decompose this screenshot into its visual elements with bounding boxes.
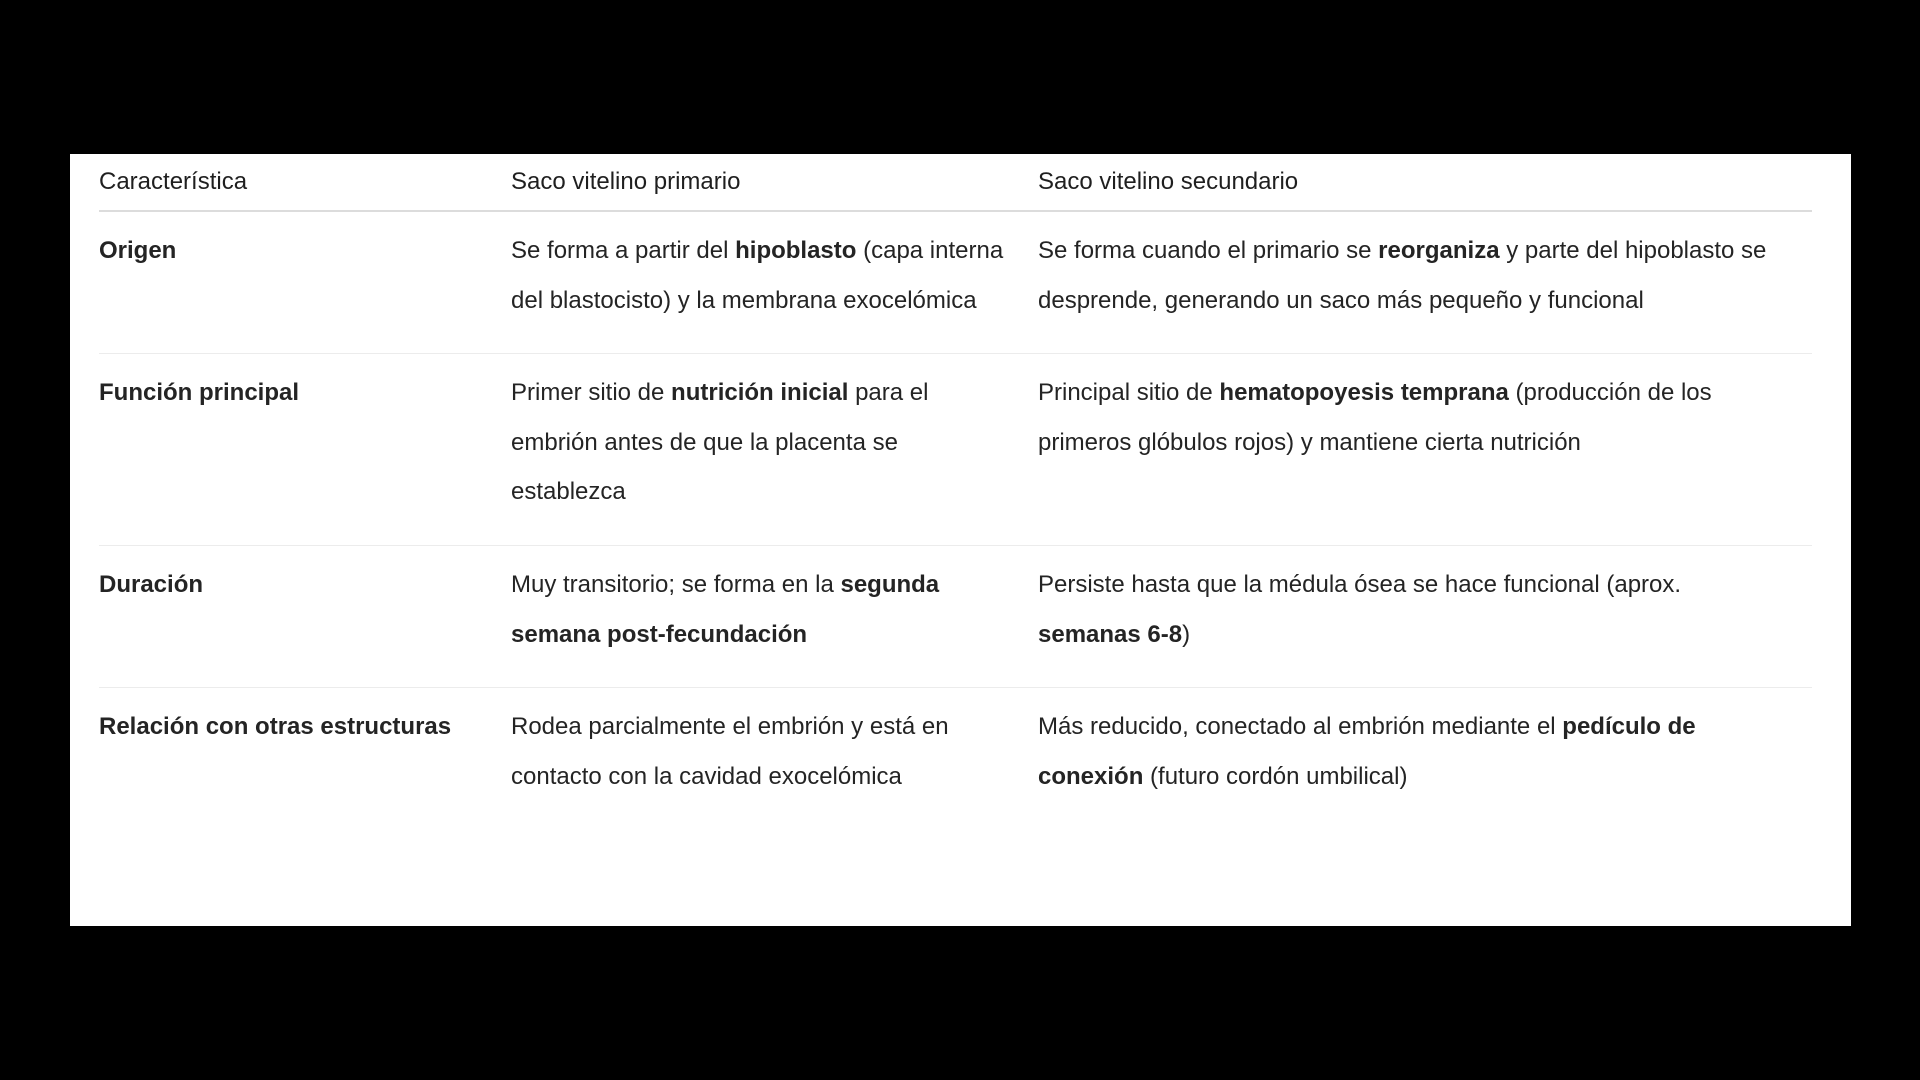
- cell-text: Rodea parcialmente el embrión y está en contacto con la cavidad exocelómica: [511, 713, 949, 790]
- primary-cell: [511, 545, 1038, 687]
- row-label: Relación con otras estructuras: [99, 713, 452, 741]
- cell-text: Persiste hasta que la médula ósea se hace funcional (aprox.: [1038, 570, 1682, 598]
- cell-text: Muy transitorio; se forma en la: [511, 570, 841, 598]
- cell-text: Principal sitio de: [1038, 379, 1220, 407]
- header-characteristic: Característica: [99, 154, 511, 211]
- table-row: [99, 545, 1812, 687]
- cell-text: (capa interna del blastocisto) y la membrana exocelómica: [511, 237, 1004, 314]
- comparison-table: [99, 154, 1812, 829]
- cell-text: Se forma cuando el primario se: [1038, 237, 1379, 264]
- header-secondary-yolk-sac: Saco vitelino secundario: [1038, 154, 1812, 211]
- cell-text: y parte del hipoblasto se desprende, generando un saco más pequeño y funcional: [1038, 237, 1767, 314]
- table-row: [99, 211, 1812, 354]
- cell-text: ): [1182, 620, 1191, 648]
- table-row: [99, 688, 1812, 830]
- comparison-panel: [70, 154, 1851, 926]
- row-label: Duración: [99, 545, 511, 687]
- row-label: Origen: [99, 211, 511, 354]
- bold-text: hematopoyesis temprana: [1219, 379, 1509, 407]
- cell-text: Primer sitio de: [511, 379, 672, 407]
- cell-text: (producción de los primeros glóbulos rojos) y mantiene cierta nutrición: [1038, 379, 1712, 456]
- cell-text: (futuro cordón umbilical): [1143, 762, 1408, 790]
- primary-cell: [511, 688, 1038, 830]
- bold-text: nutrición inicial: [671, 379, 849, 407]
- primary-cell: [511, 211, 1038, 354]
- bold-text: reorganiza: [1378, 237, 1500, 264]
- secondary-cell: [1038, 211, 1812, 354]
- cell-text: para el embrión antes de que la placenta se establezca: [511, 379, 929, 506]
- table-header-row: [99, 154, 1812, 211]
- secondary-cell: [1038, 545, 1812, 687]
- secondary-cell: [1038, 688, 1812, 830]
- bold-text: semanas 6-8: [1038, 620, 1183, 648]
- primary-cell: [511, 354, 1038, 546]
- cell-text: Se forma a partir del: [511, 237, 736, 264]
- header-primary-yolk-sac: Saco vitelino primario: [511, 154, 1038, 211]
- secondary-cell: [1038, 354, 1812, 546]
- table-body: [99, 211, 1812, 829]
- row-label: Función principal: [99, 354, 511, 546]
- bold-text: pedículo de conexión: [1038, 713, 1696, 790]
- cell-text: Más reducido, conectado al embrión mediante el: [1038, 713, 1563, 741]
- bold-text: hipoblasto: [735, 237, 857, 264]
- table-row: [99, 354, 1812, 546]
- bold-text: segunda semana post-fecundación: [511, 570, 940, 648]
